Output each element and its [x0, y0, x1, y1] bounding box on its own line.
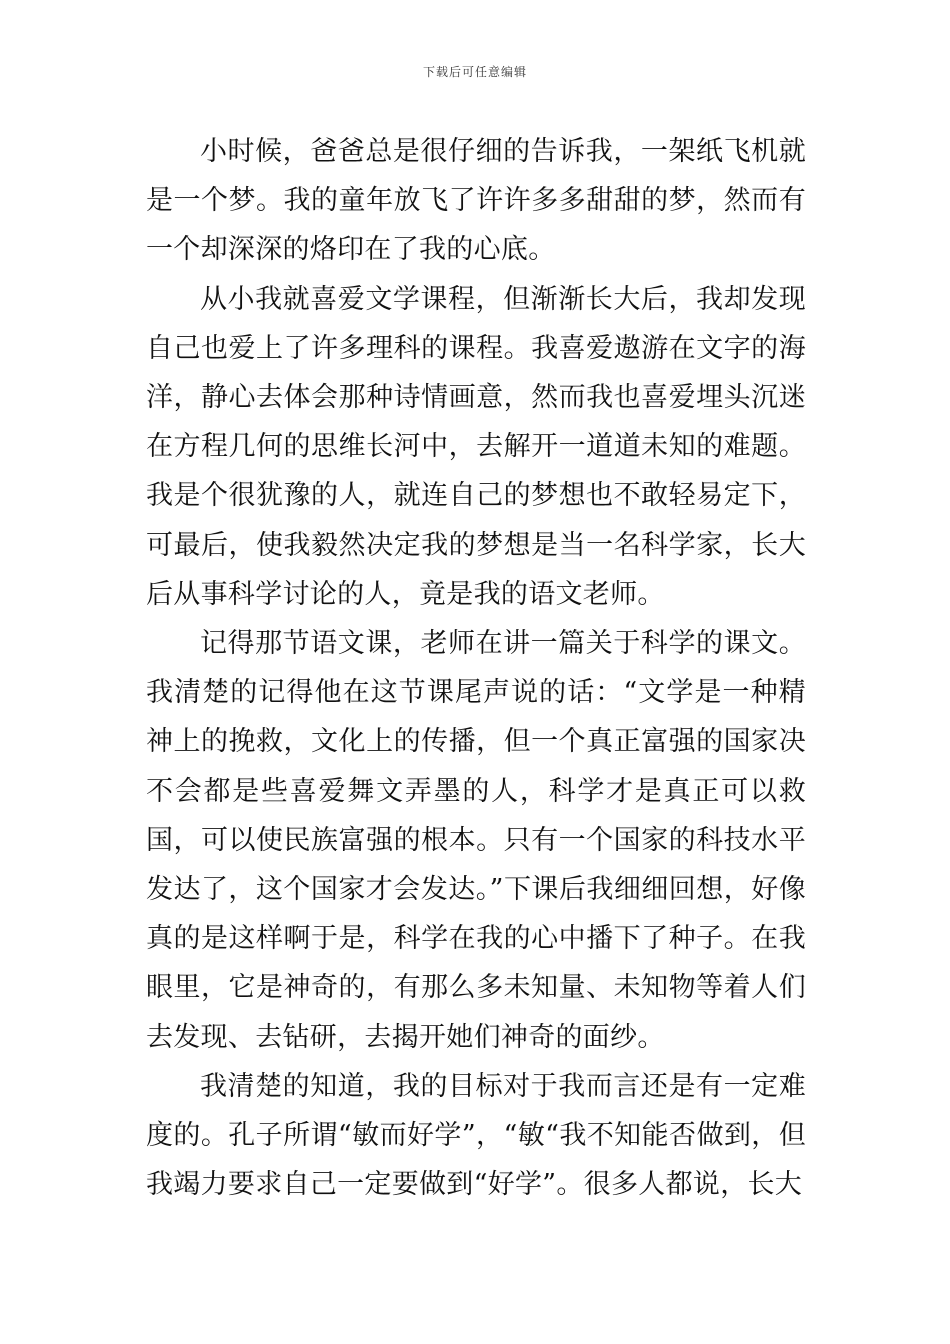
paragraph-3: 记得那节语文课，老师在讲一篇关于科学的课文。我清楚的记得他在这节课尾声说的话：“文学是一种精神上的挽救，文化上的传播，但一个真正富强的国家决不会都是些喜爱舞文弄墨的人，科学才是真正可以救国，可以使民族富强的根本。只有一个国家的科技水平发达了，这个国家才会发达。”下课后我细细回想，好像真的是这样啊于是，科学在我的心中播下了种子。在我眼里，它是神奇的，有那么多未知量、未知物等着人们去发现、去钻研，去揭开她们神奇的面纱。 [146, 628, 806, 1053]
document-body [146, 127, 806, 1209]
paragraph-1: 小时候，爸爸总是很仔细的告诉我，一架纸飞机就是一个梦。我的童年放飞了许许多多甜甜的梦，然而有一个却深深的烙印在了我的心底。 [146, 136, 806, 266]
paragraph-2: 从小我就喜爱文学课程，但渐渐长大后，我却发现自己也爱上了许多理科的课程。我喜爱遨游在文字的海洋，静心去体会那种诗情画意，然而我也喜爱埋头沉迷在方程几何的思维长河中，去解开一道道未知的难题。我是个很犹豫的人，就连自己的梦想也不敢轻易定下，可最后，使我毅然决定我的梦想是当一名科学家，长大后从事科学讨论的人，竟是我的语文老师。 [146, 283, 806, 610]
paragraph-4: 我清楚的知道，我的目标对于我而言还是有一定难度的。孔子所谓“敏而好学”，“敏“我不知能否做到，但我竭力要求自己一定要做到“好学”。很多人都说，长大 [146, 1070, 806, 1201]
page-header-note: 下载后可任意编辑 [422, 65, 527, 79]
